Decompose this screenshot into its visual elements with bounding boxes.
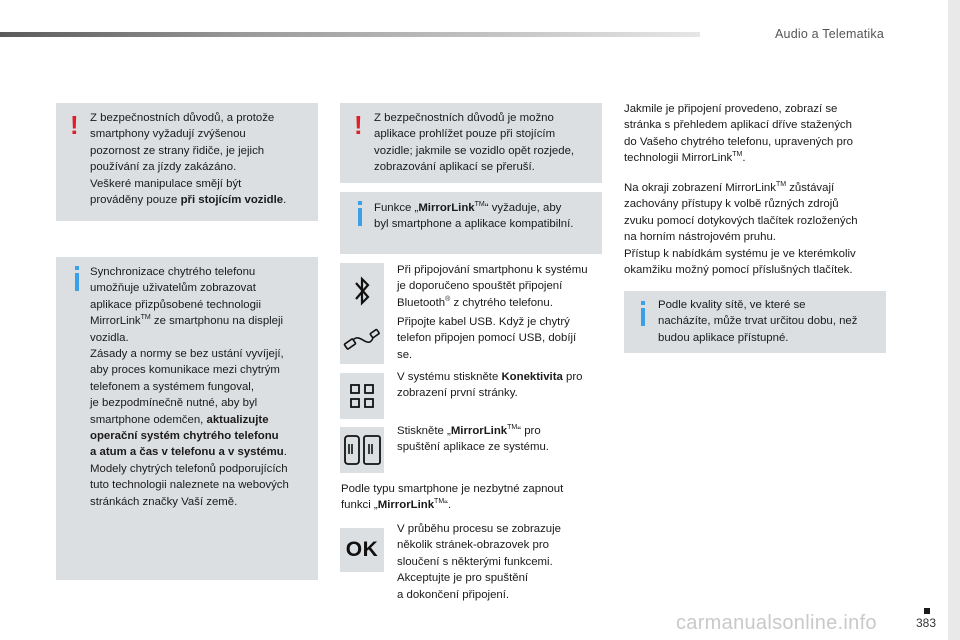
- info-icon: [641, 308, 645, 326]
- connectivity-step-text: V systému stiskněte Konektivita pro zobrazení první stránky.: [397, 371, 583, 400]
- usb-step-text: Připojte kabel USB. Když je chytrý telefon připojen pomocí USB, dobíjí se.: [397, 316, 577, 361]
- info-icon: [75, 273, 79, 291]
- info-text-network: Podle kvality sítě, ve které se nacházíte, může trvat určitou dobu, než budou aplikace přístupné.: [658, 299, 858, 344]
- page-marker: [924, 608, 930, 614]
- info-text-synchronization: Synchronizace chytrého telefonu umožňuje uživatelům zobrazovat aplikace přizpůsobené technologii MirrorLink™ ze smartphonu na displeji vozidla. Zásady a normy se bez ustání vyvíjejí, aby proces komunikace mezi chytrým telefonem a systémem fungoval, je bezpodmínečně nutné, aby byl smartphone odemčen, aktualizujte operační systém chytrého telefonu a atum a čas v telefonu a v systému. Modely chytrých telefonů podporujících tuto technologii naleznete na webových stránkách značky Vaší země.: [90, 266, 289, 508]
- mirrorlink-activation-note: Podle typu smartphone je nezbytné zapnout funkci „MirrorLink™“.: [341, 483, 564, 512]
- info-icon: [358, 208, 362, 226]
- connection-result-paragraph: Jakmile je připojení provedeno, zobrazí se stránka s přehledem aplikací dříve stažených do Vašeho chytrého telefonu, upravených pro technologii MirrorLink™.: [624, 103, 854, 165]
- mirrorlink-icon: [342, 433, 382, 467]
- ok-icon: OK: [345, 538, 379, 561]
- section-title: Audio a Telematika: [775, 27, 884, 41]
- usb-cable-icon: [342, 326, 382, 356]
- warning-exclamation-icon: !: [70, 110, 79, 140]
- warning-exclamation-icon: !: [354, 110, 363, 140]
- watermark: carmanualsonline.info: [676, 612, 877, 634]
- usb-step-icon-box: [340, 318, 384, 364]
- info-text-compatibility: Funkce „MirrorLink™“ vyžaduje, aby byl smartphone a aplikace kompatibilní.: [374, 201, 574, 231]
- ok-step-icon-box: [340, 528, 384, 572]
- mirrorlink-step-text: Stiskněte „MirrorLink™“ pro spuštění aplikace ze systému.: [397, 424, 549, 454]
- warning-text-stationary: Z bezpečnostních důvodů je možno aplikace prohlížet pouze při stojícím vozidle; jakmile se vozidlo opět rozjede, zobrazování aplikací se přeruší.: [374, 112, 575, 174]
- warning-text-driving: Z bezpečnostních důvodů, a protože smartphony vyžadují zvýšenou pozornost ze strany řidiče, je jejich používání za jízdy zakázáno. Veškeré manipulace smějí být prováděny pouze při stojícím vozidle.: [90, 112, 287, 207]
- header-gradient-bar: [0, 32, 700, 37]
- bluetooth-step-icon-box: [340, 263, 384, 319]
- connectivity-step-icon-box: [340, 373, 384, 419]
- audio-sources-paragraph: Na okraji zobrazení MirrorLink™ zůstávají zachovány přístupy k volbě různých zdrojů zvuku pomocí dotykových tlačítek rozložených na horním nástrojovém pruhu. Přístup k nabídkám systému je ve kterémkoliv okamžiku možný pomocí příslušných tlačítek.: [624, 181, 858, 277]
- mirrorlink-step-icon-box: [340, 427, 384, 473]
- ok-step-text: V průběhu procesu se zobrazuje několik stránek-obrazovek pro sloučení s některými funkcemi. Akceptujte je pro spuštění a dokončení připojení.: [397, 523, 562, 601]
- page-edge-strip: [948, 0, 960, 640]
- bluetooth-step-text: Při připojování smartphonu k systému je doporučeno spouštět připojení Bluetooth® z chytrého telefonu.: [397, 264, 588, 309]
- page-number: 383: [915, 616, 936, 630]
- bluetooth-icon: [352, 274, 372, 308]
- connectivity-grid-icon: [349, 383, 375, 409]
